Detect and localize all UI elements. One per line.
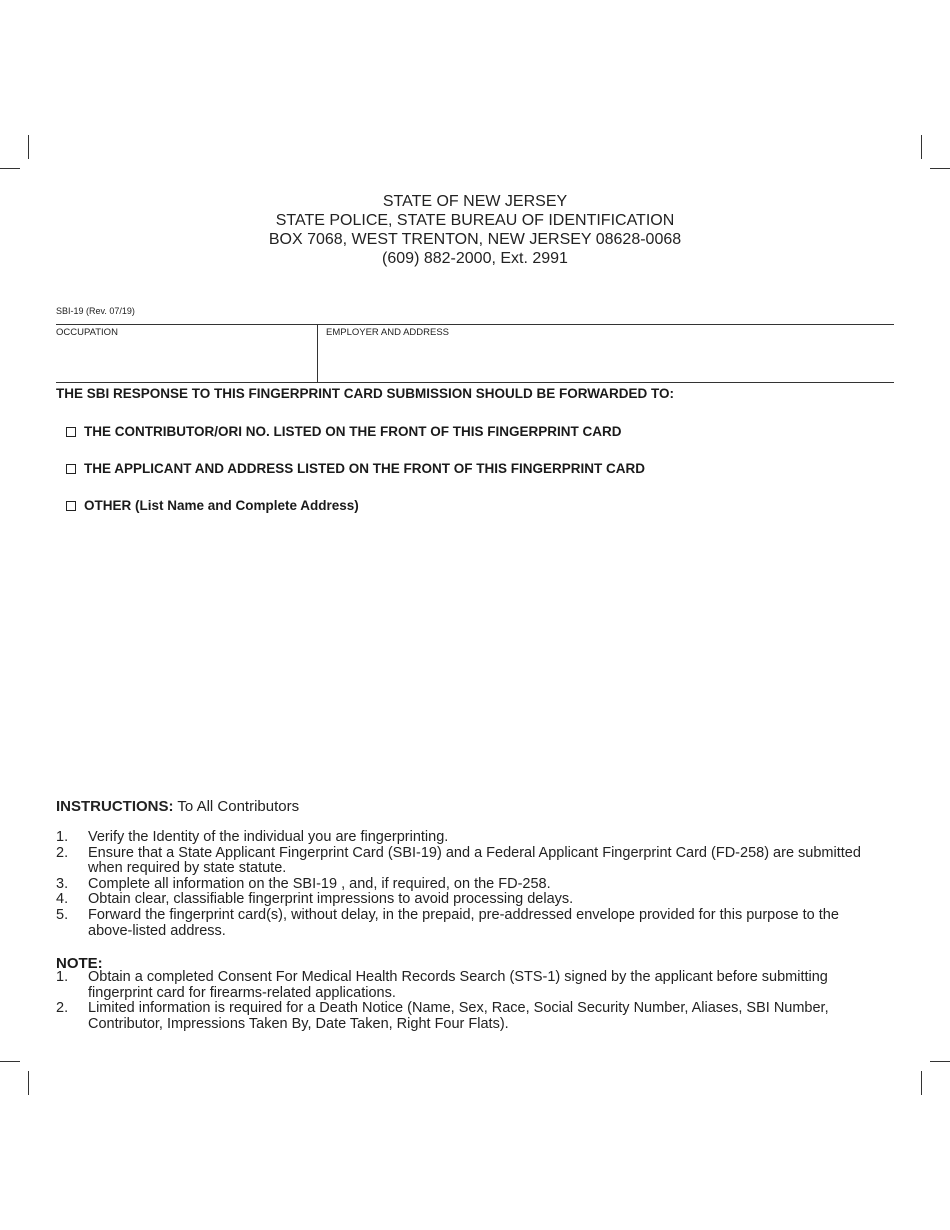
list-item <box>56 846 886 877</box>
crop-mark-bottom-right-horizontal <box>930 1061 950 1062</box>
occupation-label: OCCUPATION <box>56 327 118 338</box>
list-item-number: 1. <box>56 829 69 845</box>
crop-mark-top-left-horizontal <box>0 168 20 169</box>
list-item <box>56 908 886 939</box>
list-item-text: Limited information is required for a Death Notice (Name, Sex, Race, Social Security Number, Aliases, SBI Number, Contributor, Impressions Taken By, Date Taken, Right Four Flats). <box>88 1000 829 1032</box>
list-item-text: Obtain a completed Consent For Medical Health Records Search (STS-1) signed by the applicant before submitting fingerprint card for firearms-related applications. <box>88 969 828 1001</box>
list-item-text: Forward the fingerprint card(s), without delay, in the prepaid, pre-addressed envelope provided for this purpose to the above-listed address. <box>88 906 839 939</box>
list-item <box>56 1001 886 1032</box>
list-item <box>56 830 886 846</box>
option-applicant-label: THE APPLICANT AND ADDRESS LISTED ON THE FRONT OF THIS FINGERPRINT CARD <box>84 461 646 476</box>
list-item-text: Obtain clear, classifiable fingerprint impressions to avoid processing delays. <box>88 891 574 908</box>
crop-mark-bottom-left-horizontal <box>0 1061 20 1062</box>
instructions-list <box>56 830 886 939</box>
list-item-text: Verify the Identity of the individual you are fingerprinting. <box>88 829 449 845</box>
header-line-state: STATE OF NEW JERSEY <box>382 193 568 210</box>
list-item-number: 3. <box>56 875 69 892</box>
option-other[interactable] <box>66 498 359 513</box>
list-item-number: 2. <box>56 1000 69 1017</box>
contributor-checkbox[interactable] <box>66 427 76 437</box>
applicant-checkbox[interactable] <box>66 464 76 474</box>
header-line-address: BOX 7068, WEST TRENTON, NEW JERSEY 08628-0068 <box>268 231 682 248</box>
list-item-text: Ensure that a State Applicant Fingerprint Card (SBI-19) and a Federal Applicant Fingerprint Card (FD-258) are submitted when required by state statute. <box>88 844 861 877</box>
agency-header <box>0 192 950 268</box>
option-contributor[interactable] <box>66 424 622 439</box>
crop-mark-top-right-vertical <box>921 135 922 159</box>
note-list <box>56 970 886 1032</box>
forward-response-heading: THE SBI RESPONSE TO THIS FINGERPRINT CARD SUBMISSION SHOULD BE FORWARDED TO: <box>56 386 675 401</box>
list-item-number: 4. <box>56 891 69 908</box>
list-item-number: 5. <box>56 906 69 923</box>
option-contributor-label: THE CONTRIBUTOR/ORI NO. LISTED ON THE FRONT OF THIS FINGERPRINT CARD <box>84 424 622 439</box>
note-heading: NOTE: <box>56 955 103 972</box>
list-item-number: 2. <box>56 844 69 861</box>
crop-mark-bottom-right-vertical <box>921 1071 922 1095</box>
header-line-phone: (609) 882-2000, Ext. 2991 <box>382 250 568 267</box>
option-applicant[interactable] <box>66 461 645 476</box>
list-item <box>56 877 886 893</box>
employer-address-field[interactable] <box>318 325 894 382</box>
instructions-heading-bold: INSTRUCTIONS: <box>56 798 174 815</box>
other-checkbox[interactable] <box>66 501 76 511</box>
crop-mark-top-right-horizontal <box>930 168 950 169</box>
instructions-heading <box>56 798 299 815</box>
list-item <box>56 892 886 908</box>
header-line-bureau: STATE POLICE, STATE BUREAU OF IDENTIFICATION <box>275 212 675 229</box>
crop-mark-top-left-vertical <box>28 135 29 159</box>
list-item-number: 1. <box>56 969 69 985</box>
option-other-label: OTHER (List Name and Complete Address) <box>84 498 359 513</box>
crop-mark-bottom-left-vertical <box>28 1071 29 1095</box>
list-item <box>56 970 886 1001</box>
form-id: SBI-19 (Rev. 07/19) <box>56 306 135 316</box>
occupation-field[interactable] <box>56 325 318 382</box>
applicant-fields-row <box>56 324 894 383</box>
instructions-heading-rest: To All Contributors <box>173 798 300 815</box>
list-item-text: Complete all information on the SBI-19 , and, if required, on the FD-258. <box>88 875 551 892</box>
employer-address-label: EMPLOYER AND ADDRESS <box>326 327 450 338</box>
